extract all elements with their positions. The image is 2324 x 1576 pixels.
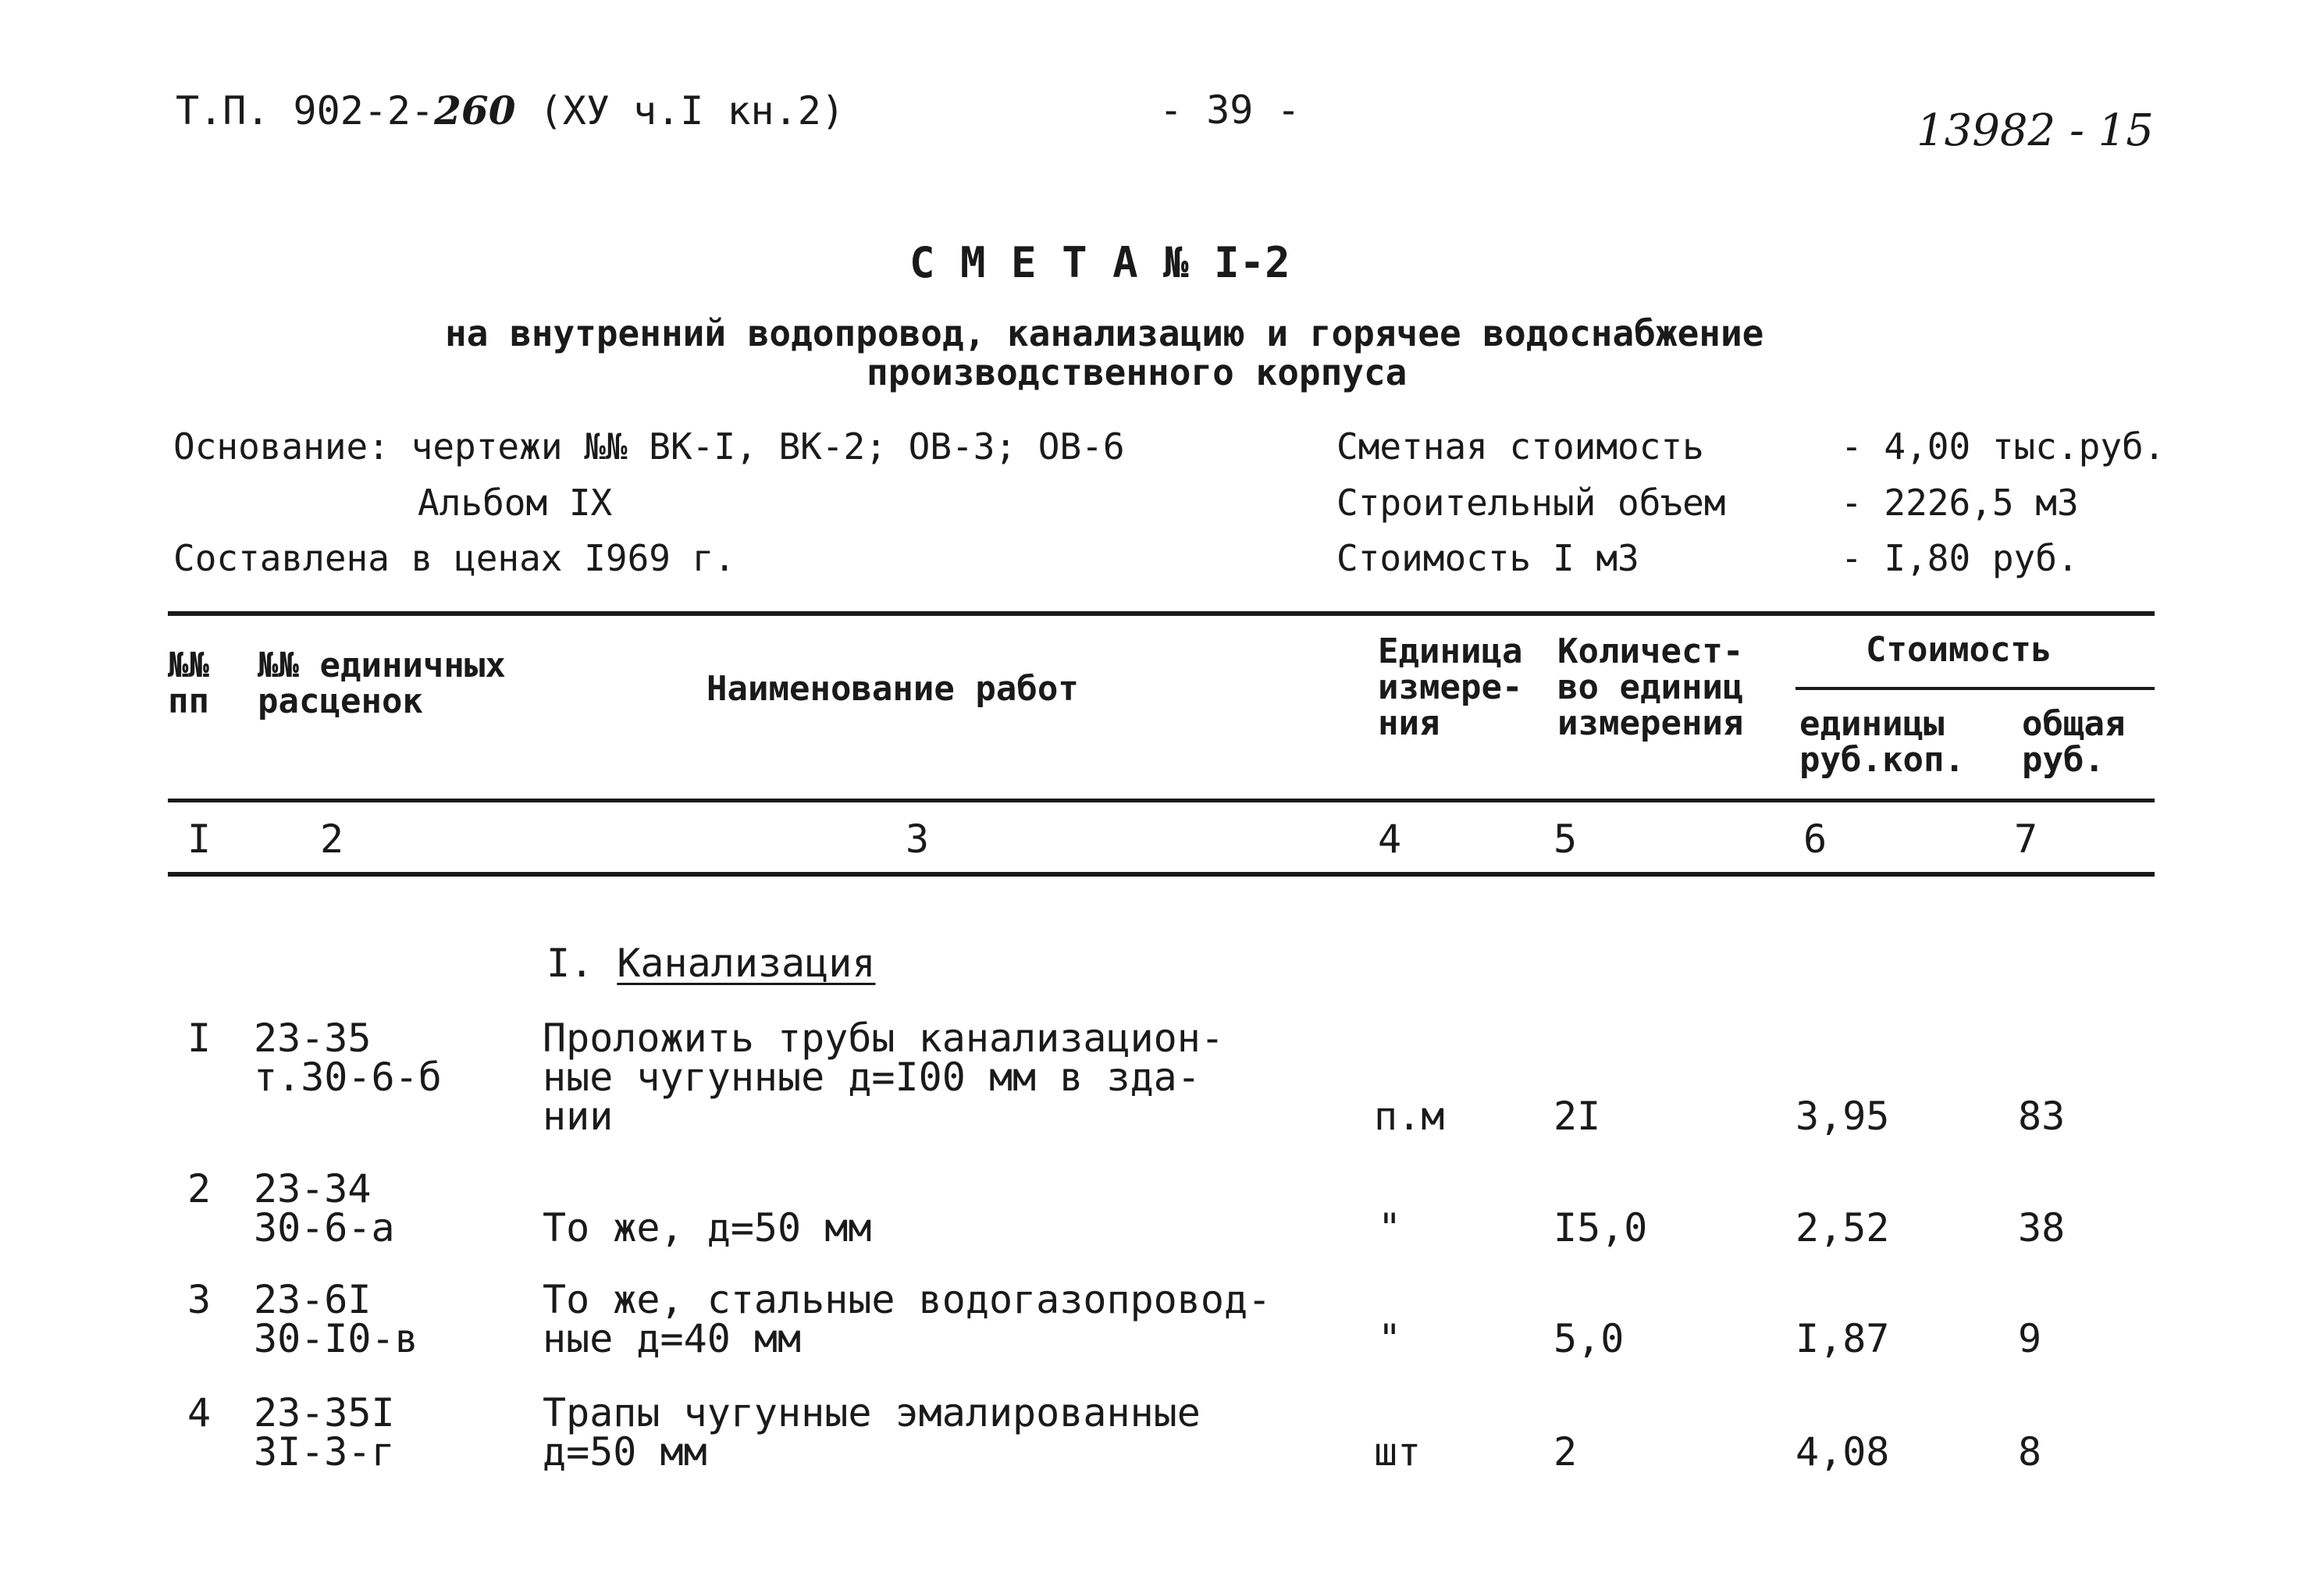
- row-qty: 2: [1553, 1429, 1578, 1475]
- basis-prices: Составлена в ценах I969 г.: [173, 537, 736, 579]
- row-name: Трапы чугунные эмалированные д=50 мм: [543, 1390, 1201, 1475]
- summary-value-cost: - 4,00 тыс.руб.: [1841, 425, 2166, 468]
- col-number-7: 7: [2014, 816, 2038, 862]
- basis-label: Основание:: [173, 425, 390, 468]
- row-unit-cost: 3,95: [1795, 1094, 1890, 1139]
- summary-value-volume: - 2226,5 м3: [1841, 482, 2079, 524]
- row-code: 23-35 т.30-6-б: [254, 1016, 442, 1100]
- row-total: 38: [2018, 1205, 2066, 1250]
- column-numbers-rule: [168, 872, 2155, 877]
- summary-label-unit-cost: Стоимость I м3: [1336, 537, 1639, 579]
- header-col-5: Количест- во единиц измерения: [1557, 631, 1744, 743]
- col-number-5: 5: [1553, 816, 1578, 862]
- doc-code-suffix: (ХУ ч.I кн.2): [539, 88, 845, 133]
- header-col-1: №№ пп: [168, 646, 209, 721]
- summary-label-volume: Строительный объем: [1336, 482, 1726, 524]
- header-bottom-rule: [168, 799, 2155, 802]
- row-code: 23-6I 30-I0-в: [254, 1277, 418, 1361]
- row-qty: I5,0: [1553, 1205, 1648, 1250]
- row-num: 2: [187, 1166, 212, 1211]
- row-unit-cost: 2,52: [1795, 1205, 1890, 1250]
- col-number-4: 4: [1378, 816, 1402, 862]
- section-heading: [546, 941, 875, 986]
- row-code: 23-34 30-6-а: [254, 1166, 395, 1250]
- row-unit-cost: I,87: [1795, 1316, 1890, 1361]
- summary-value-unit-cost: - I,80 руб.: [1841, 537, 2079, 579]
- doc-code-handwritten: 260: [434, 87, 516, 133]
- row-num: 4: [187, 1390, 212, 1435]
- row-unit: ": [1378, 1316, 1402, 1361]
- header-cost-group: Стоимость: [1866, 630, 2052, 670]
- basis-line: [173, 425, 1125, 468]
- col-number-1: I: [187, 816, 212, 862]
- row-unit: шт: [1374, 1429, 1422, 1475]
- col-number-3: 3: [906, 816, 930, 862]
- row-unit: п.м: [1374, 1094, 1445, 1139]
- row-total: 8: [2018, 1429, 2042, 1475]
- basis-drawings: чертежи №№ ВК-I, ВК-2; ОВ-3; ОВ-6: [411, 425, 1125, 468]
- cost-group-rule: [1795, 687, 2155, 690]
- row-num: 3: [187, 1277, 212, 1322]
- col-number-2: 2: [320, 816, 344, 862]
- col-number-6: 6: [1803, 816, 1828, 862]
- row-total: 9: [2018, 1316, 2042, 1361]
- section-number: I.: [546, 941, 594, 986]
- summary-label-cost: Сметная стоимость: [1336, 425, 1704, 468]
- doc-code: [176, 87, 845, 133]
- header-col-7: общая руб.: [2022, 704, 2126, 780]
- header-col-4: Единица измере- ния: [1378, 631, 1523, 743]
- basis-album: Альбом IX: [418, 482, 613, 524]
- row-code: 23-35I 3I-3-г: [254, 1390, 395, 1475]
- subtitle-line-2: производственного корпуса: [867, 351, 1408, 393]
- row-num: I: [187, 1016, 212, 1061]
- row-qty: 5,0: [1553, 1316, 1625, 1361]
- row-unit: ": [1378, 1205, 1402, 1250]
- subtitle-line-1: на внутренний водопровод, канализацию и горячее водоснабжение: [445, 312, 1764, 354]
- page-number: - 39 -: [1159, 87, 1301, 133]
- header-col-2: №№ единичных расценок: [258, 646, 506, 721]
- table-top-rule: [168, 611, 2155, 616]
- header-col-6: единицы руб.коп.: [1799, 704, 1965, 780]
- row-name: То же, д=50 мм: [543, 1205, 872, 1250]
- row-unit-cost: 4,08: [1795, 1429, 1890, 1475]
- row-qty: 2I: [1553, 1094, 1601, 1139]
- archive-number: 13982 - 15: [1916, 105, 2154, 156]
- row-name: Проложить трубы канализацион- ные чугунные д=I00 мм в зда- нии: [543, 1016, 1224, 1139]
- row-total: 83: [2018, 1094, 2066, 1139]
- row-name: То же, стальные водогазопровод- ные д=40 мм: [543, 1277, 1272, 1361]
- header-col-3: Наименование работ: [706, 669, 1079, 709]
- doc-code-prefix: Т.П. 902-2-: [176, 88, 435, 133]
- section-title: Канализация: [617, 941, 876, 986]
- page-title: С М Е Т А № I-2: [909, 238, 1290, 287]
